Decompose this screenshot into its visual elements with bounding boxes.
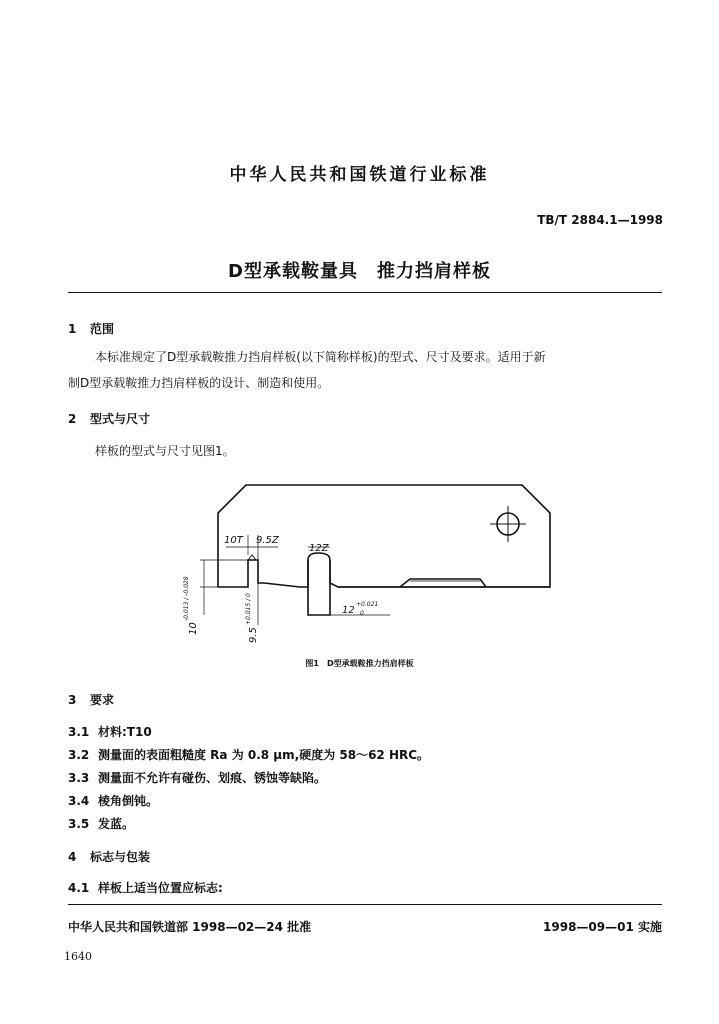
section-title: 要求 [90, 693, 115, 707]
dim-10t: 10T [224, 535, 243, 546]
item-text: 材料:T10 [98, 725, 152, 739]
approval-date: 中华人民共和国铁道部 1998—02—24 批准 [68, 920, 312, 934]
section-1-line-1: 本标准规定了D型承载鞍推力挡肩样板(以下简称样板)的型式、尺寸及要求。适用于新 [95, 350, 546, 364]
dim-9-5-tol: +0.015 / 0 [245, 593, 252, 625]
standard-number: TB/T 2884.1—1998 [537, 213, 663, 227]
requirement-item [68, 746, 429, 763]
page-number: 1640 [64, 950, 92, 963]
item-number: 3.5 [68, 817, 90, 831]
section-2-heading [68, 410, 150, 427]
section-number: 3 [68, 693, 77, 707]
section-1-heading [68, 320, 114, 337]
item-number: 3.3 [68, 771, 90, 785]
document-title: D型承载鞍量具 推力挡肩样板 [228, 261, 491, 282]
marking-item [68, 879, 223, 896]
item-text: 测量面不允许有碰伤、划痕、锈蚀等缺陷。 [98, 771, 327, 785]
item-number: 3.4 [68, 794, 90, 808]
dim-10-tol: -0.013 / -0.028 [183, 576, 190, 621]
implementation-date: 1998—09—01 实施 [543, 920, 662, 934]
requirement-item [68, 769, 326, 786]
requirement-item [68, 815, 134, 832]
dim-9-5-main: 9.5 [248, 627, 259, 643]
item-text: 样板上适当位置应标志: [98, 881, 223, 895]
item-number: 3.1 [68, 725, 90, 739]
item-text: 棱角倒钝。 [98, 794, 159, 808]
section-number: 2 [68, 412, 77, 426]
section-title: 型式与尺寸 [90, 412, 151, 426]
requirement-item [68, 723, 152, 740]
dim-9-5z: 9.5Z [256, 535, 279, 546]
dim-12-main: 12 [342, 605, 355, 616]
section-title: 范围 [90, 322, 115, 336]
dim-12-tol-low: 0 [360, 610, 364, 617]
item-text: 测量面的表面粗糙度 Ra 为 0.8 μm,硬度为 58～62 HRC。 [98, 748, 430, 762]
figure-caption: 图1 D型承载鞍推力挡肩样板 [305, 659, 414, 668]
section-1-line-2: 制D型承载鞍推力挡肩样板的设计、制造和使用。 [68, 376, 330, 390]
item-number: 3.2 [68, 748, 90, 762]
section-2-body: 样板的型式与尺寸见图1。 [95, 444, 235, 458]
title-rule [68, 292, 662, 293]
section-number: 1 [68, 322, 77, 336]
tongue [308, 553, 330, 615]
item-text: 发蓝。 [98, 817, 135, 831]
dim-10-main: 10 [188, 622, 199, 635]
section-number: 4 [68, 850, 77, 864]
dim-12-tol-up: +0.021 [356, 601, 379, 608]
section-3-heading [68, 691, 114, 708]
footer-rule [68, 904, 662, 905]
item-number: 4.1 [68, 881, 90, 895]
template-drawing [160, 475, 570, 650]
section-4-heading [68, 848, 150, 865]
dim-12z: 12Z [309, 543, 329, 554]
requirement-item [68, 792, 158, 809]
org-title: 中华人民共和国铁道行业标准 [229, 165, 490, 185]
section-title: 标志与包装 [90, 850, 151, 864]
bottom-groove [400, 579, 486, 587]
